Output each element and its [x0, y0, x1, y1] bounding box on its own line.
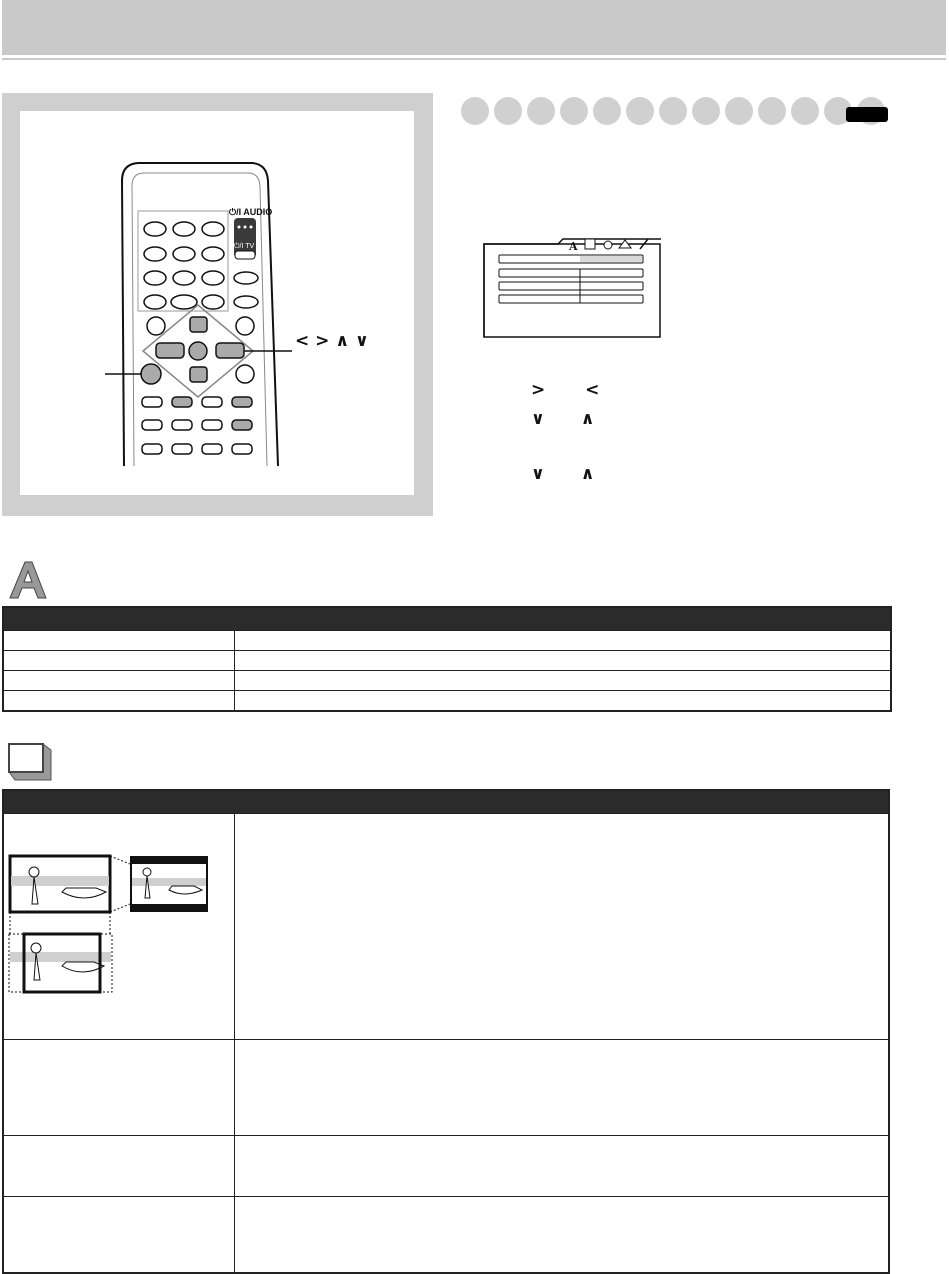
table-row: [3, 1040, 889, 1136]
page-header-bar: [2, 0, 946, 55]
power-audio-label: ⏻/I AUDIO: [229, 207, 273, 217]
language-tab-icon: A: [569, 240, 578, 253]
table-header-item: [3, 607, 234, 631]
table-header-item: [3, 790, 234, 814]
table-header-content: [234, 790, 889, 814]
language-settings-table: [2, 606, 892, 712]
picture-section-icon: [7, 742, 53, 787]
page-tag-badge: [846, 107, 888, 122]
table-row: [3, 1197, 889, 1273]
step2-keys: > <: [531, 380, 600, 400]
table-row: [3, 814, 889, 1040]
remote-illustration-frame: [20, 111, 414, 495]
tv-aspect-illustration: [4, 814, 232, 1034]
header-divider: [2, 58, 946, 60]
onscreen-setup-menu: [483, 236, 661, 338]
table-row: [3, 671, 891, 691]
table-row: [3, 1136, 889, 1197]
table-row: [3, 651, 891, 671]
audio-tab-icon: [604, 241, 612, 249]
table-row: [3, 691, 891, 711]
progress-dots: [461, 97, 891, 127]
power-tv-label: ⏻/I TV: [234, 243, 255, 250]
step4-keys: ∨ ∧: [531, 464, 595, 484]
picture-settings-table: [2, 789, 890, 1274]
picture-tab-icon: [585, 239, 595, 249]
step3-keys: ∨ ∧: [531, 409, 595, 429]
table-row: [3, 631, 891, 651]
language-section-icon: [8, 560, 48, 605]
table-header-content: [234, 607, 891, 631]
remote-control-drawing: [20, 111, 414, 495]
cursor-keys-label: < > ∧ ∨: [295, 331, 369, 351]
